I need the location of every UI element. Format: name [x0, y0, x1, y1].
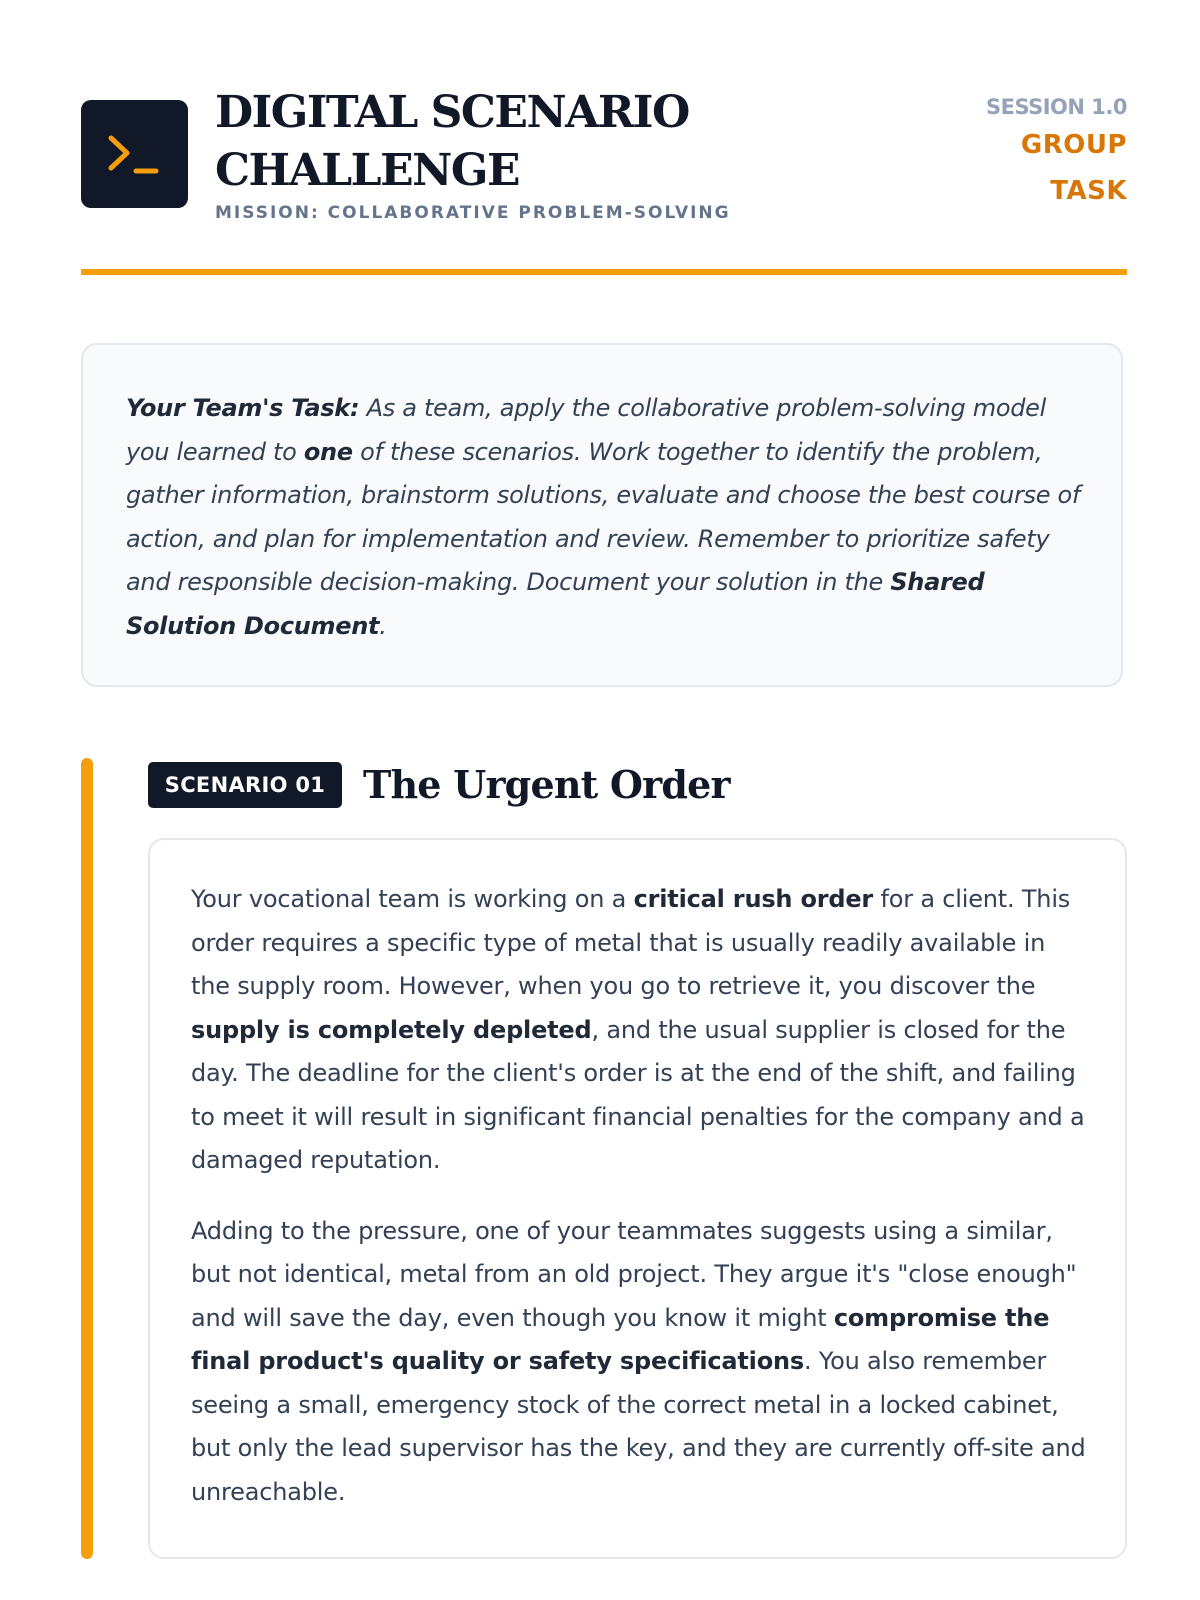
header-divider — [81, 269, 1127, 275]
scenario-p2-bold-compromise: compromise the final product's quality or safety specifications — [191, 1303, 1050, 1375]
task-text-part-2: of these scenarios. Work together to identify the problem, gather information, brainstorm solutions, evaluate and choose the best course of action, and plan for implementation and review. Remember to prioritize safety and responsible decision-making. Document your solution in the — [126, 437, 1081, 596]
scenario-body — [191, 878, 1091, 1514]
scenario-p1-text-a: Your vocational team is working on a — [191, 885, 634, 913]
session-info — [986, 92, 1127, 214]
task-text-part-1: As a team, apply the collaborative problem-solving model you learned to — [126, 394, 1047, 466]
scenario-p1-bold-depleted: supply is completely depleted — [191, 1015, 592, 1044]
shared-solution-document-name: Shared Solution Document — [126, 568, 985, 640]
scenario-card — [148, 838, 1127, 1559]
task-emphasis-one: one — [303, 437, 353, 466]
scenario-p2-text-c: . You also remember seeing a small, emergency stock of the correct metal in a locked cabinet, but only the lead supervisor has the key, and they are currently off-site and unreachable. — [191, 1347, 1086, 1506]
scenario-p1-text-c: for a client. This order requires a specific type of metal that is usually readily available in the supply room. However, when you go to retrieve it, you discover the — [191, 885, 1071, 1000]
scenario-badge: SCENARIO 01 — [148, 762, 342, 808]
scenario-p1-bold-rush-order: critical rush order — [633, 885, 874, 913]
title-line-1: DIGITAL SCENARIO — [215, 87, 689, 138]
team-task-text — [126, 387, 1086, 648]
page-title — [215, 84, 815, 200]
task-label: Your Team's Task: — [126, 394, 360, 422]
scenario-paragraph-1 — [191, 878, 1091, 1183]
scenario-accent-bar — [81, 758, 93, 1559]
header — [81, 0, 1127, 276]
scenario-p2-text-a: Adding to the pressure, one of your teammates suggests using a similar, but not identical, metal from an old project. They argue it's "close enough" and will save the day, even though you know it might — [191, 1216, 1077, 1332]
title-line-2: CHALLENGE — [215, 145, 519, 196]
team-task-box — [81, 343, 1123, 687]
scenario-title: The Urgent Order — [363, 762, 730, 807]
page — [81, 0, 1127, 1506]
task-text-part-3: . — [379, 611, 387, 640]
session-group-label: GROUP — [1020, 130, 1127, 160]
logo — [81, 100, 188, 208]
mission-subtitle: MISSION: COLLABORATIVE PROBLEM-SOLVING — [215, 203, 731, 223]
session-label: SESSION 1.0 — [985, 95, 1127, 119]
scenario-p1-text-e: , and the usual supplier is closed for the day. The deadline for the client's order is at the end of the shift, and failing to meet it will result in significant financial penalties for the company and a damaged reputation. — [191, 1015, 1085, 1174]
scenario-paragraph-2 — [191, 1210, 1091, 1515]
session-task-label: TASK — [1050, 176, 1127, 206]
terminal-prompt-icon — [81, 100, 188, 208]
